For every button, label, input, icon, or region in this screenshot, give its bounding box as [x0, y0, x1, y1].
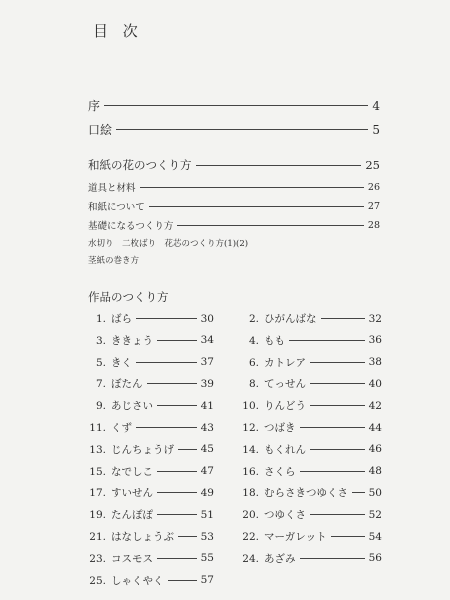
- work-number: 10.: [242, 400, 259, 413]
- work-number: 18.: [242, 487, 259, 500]
- leader-line: [321, 318, 365, 319]
- work-entry: [84, 376, 214, 391]
- work-label: たんぽぽ: [111, 509, 153, 522]
- work-number: 12.: [242, 422, 259, 434]
- work-label: あざみ: [264, 552, 296, 565]
- work-label: コスモス: [111, 552, 153, 565]
- leader-line: [310, 405, 365, 406]
- work-entry: [237, 398, 382, 413]
- work-number: 6.: [248, 356, 259, 369]
- work-entry: [84, 333, 214, 348]
- toc-subitems-2: 茎紙の巻き方: [88, 256, 140, 266]
- work-label: むらさきつゆくさ: [264, 487, 348, 500]
- work-label: りんどう: [264, 400, 306, 413]
- toc-section-washi: [88, 157, 380, 173]
- work-number: 24.: [242, 552, 259, 565]
- work-number: 22.: [242, 531, 259, 543]
- toc-entry-basics: [88, 218, 380, 232]
- work-entry: [84, 551, 214, 566]
- work-number: 4.: [248, 334, 259, 347]
- leader-line: [136, 318, 197, 319]
- leader-line: [331, 536, 365, 537]
- leader-line: [310, 449, 365, 450]
- work-page: 50: [368, 486, 382, 499]
- work-page: 42: [368, 399, 382, 412]
- leader-line: [149, 206, 364, 207]
- work-label: マーガレット: [264, 531, 327, 543]
- leader-line: [352, 492, 365, 493]
- work-label: ききょう: [111, 334, 153, 347]
- leader-line: [289, 340, 365, 341]
- leader-line: [300, 471, 365, 472]
- leader-line: [157, 492, 197, 493]
- leader-line: [147, 383, 197, 384]
- leader-line: [104, 105, 368, 106]
- work-label: ひがんばな: [264, 313, 317, 325]
- work-number: 25.: [89, 574, 106, 587]
- leader-line: [178, 449, 197, 450]
- work-page: 37: [200, 356, 214, 369]
- leader-line: [178, 536, 197, 537]
- work-entry: [84, 507, 214, 522]
- work-number: 9.: [95, 400, 106, 413]
- entry-label: 道具と材料: [88, 183, 136, 194]
- work-number: 2.: [248, 313, 259, 325]
- work-entry: [84, 398, 214, 413]
- work-page: 40: [368, 377, 382, 390]
- leader-line: [140, 187, 364, 188]
- section-page: 25: [365, 158, 380, 172]
- work-label: てっせん: [264, 378, 306, 391]
- work-number: 16.: [242, 465, 259, 478]
- work-page: 52: [368, 508, 382, 521]
- toc-entry-washi: [88, 199, 380, 213]
- section-label: 和紙の花のつくり方: [88, 158, 192, 172]
- leader-line: [116, 129, 368, 130]
- work-number: 23.: [89, 552, 106, 565]
- work-label: はなしょうぶ: [111, 531, 174, 543]
- work-page: 44: [368, 421, 382, 434]
- page-title: 目 次: [93, 22, 143, 40]
- leader-line: [310, 362, 365, 363]
- work-page: 53: [200, 530, 214, 543]
- leader-line: [177, 225, 364, 226]
- leader-line: [136, 362, 197, 363]
- work-entry: [237, 333, 382, 348]
- work-number: 1.: [95, 313, 106, 325]
- work-number: 7.: [95, 378, 106, 391]
- leader-line: [196, 165, 362, 166]
- work-number: 3.: [95, 334, 106, 347]
- work-page: 47: [200, 465, 214, 478]
- entry-page: 27: [367, 200, 380, 212]
- entry-page: 28: [367, 219, 380, 231]
- work-label: くず: [111, 422, 132, 434]
- work-number: 11.: [89, 422, 106, 434]
- work-label: さくら: [264, 465, 296, 478]
- work-entry: [237, 376, 382, 391]
- work-page: 54: [368, 530, 382, 543]
- work-page: 43: [200, 421, 214, 434]
- work-label: つばき: [264, 422, 296, 434]
- work-page: 45: [200, 443, 214, 456]
- work-page: 41: [200, 399, 214, 412]
- work-label: あじさい: [111, 400, 153, 413]
- work-page: 46: [368, 443, 382, 456]
- work-entry: [84, 529, 214, 544]
- entry-label: 口絵: [88, 123, 113, 137]
- work-label: じんちょうげ: [111, 443, 174, 456]
- work-entry: [84, 464, 214, 479]
- work-label: しゃくやく: [111, 574, 164, 587]
- toc-entry-preface: [88, 97, 380, 114]
- leader-line: [136, 427, 197, 428]
- work-page: 56: [368, 552, 382, 565]
- work-number: 13.: [89, 443, 106, 456]
- work-label: なでしこ: [111, 465, 153, 478]
- work-page: 51: [200, 508, 214, 521]
- work-entry: [237, 355, 382, 370]
- entry-label: 和紙について: [88, 202, 145, 213]
- work-entry: [237, 529, 382, 544]
- leader-line: [310, 514, 365, 515]
- work-label: ぼたん: [111, 378, 143, 391]
- work-page: 48: [368, 465, 382, 478]
- work-page: 39: [200, 377, 214, 390]
- leader-line: [300, 427, 365, 428]
- work-entry: [237, 485, 382, 500]
- work-entry: [84, 420, 214, 435]
- work-page: 32: [368, 312, 382, 325]
- work-page: 38: [368, 356, 382, 369]
- work-page: 57: [200, 574, 214, 587]
- toc-entry-frontispiece: [88, 121, 380, 138]
- work-entry: [237, 442, 382, 457]
- work-page: 36: [368, 334, 382, 347]
- leader-line: [300, 558, 365, 559]
- work-label: もも: [264, 334, 285, 347]
- work-label: もくれん: [264, 443, 306, 456]
- work-page: 34: [200, 334, 214, 347]
- leader-line: [157, 514, 197, 515]
- work-page: 49: [200, 486, 214, 499]
- work-number: 15.: [89, 465, 106, 478]
- entry-page: 5: [372, 122, 380, 137]
- work-number: 21.: [89, 531, 106, 543]
- work-number: 14.: [242, 443, 259, 456]
- work-page: 55: [200, 552, 214, 565]
- work-entry: [84, 442, 214, 457]
- work-label: つゆくさ: [264, 509, 306, 522]
- work-label: すいせん: [111, 487, 153, 500]
- work-label: ばら: [111, 313, 132, 325]
- work-label: きく: [111, 356, 132, 369]
- work-entry: [237, 311, 382, 326]
- entry-label: 基礎になるつくり方: [88, 221, 174, 232]
- work-entry: [237, 420, 382, 435]
- leader-line: [157, 471, 197, 472]
- work-entry: [237, 464, 382, 479]
- toc-entry-tools: [88, 180, 380, 194]
- leader-line: [157, 405, 197, 406]
- work-number: 8.: [248, 378, 259, 391]
- leader-line: [157, 558, 197, 559]
- work-entry: [84, 311, 214, 326]
- entry-page: 4: [372, 98, 380, 113]
- work-entry: [237, 507, 382, 522]
- work-number: 20.: [242, 509, 259, 522]
- work-number: 17.: [89, 487, 106, 500]
- work-entry: [84, 485, 214, 500]
- work-number: 19.: [89, 509, 106, 522]
- work-page: 30: [200, 312, 214, 325]
- work-label: カトレア: [264, 356, 306, 369]
- leader-line: [157, 340, 197, 341]
- work-entry: [84, 573, 214, 588]
- work-entry: [237, 551, 382, 566]
- leader-line: [168, 580, 197, 581]
- entry-label: 序: [88, 99, 101, 113]
- work-number: 5.: [95, 356, 106, 369]
- entry-page: 26: [367, 181, 380, 193]
- toc-subitems: 水切り 二枚ばり 花芯のつくり方(1)(2): [88, 239, 249, 249]
- leader-line: [310, 383, 365, 384]
- work-entry: [84, 355, 214, 370]
- toc-section-works: 作品のつくり方: [88, 290, 169, 304]
